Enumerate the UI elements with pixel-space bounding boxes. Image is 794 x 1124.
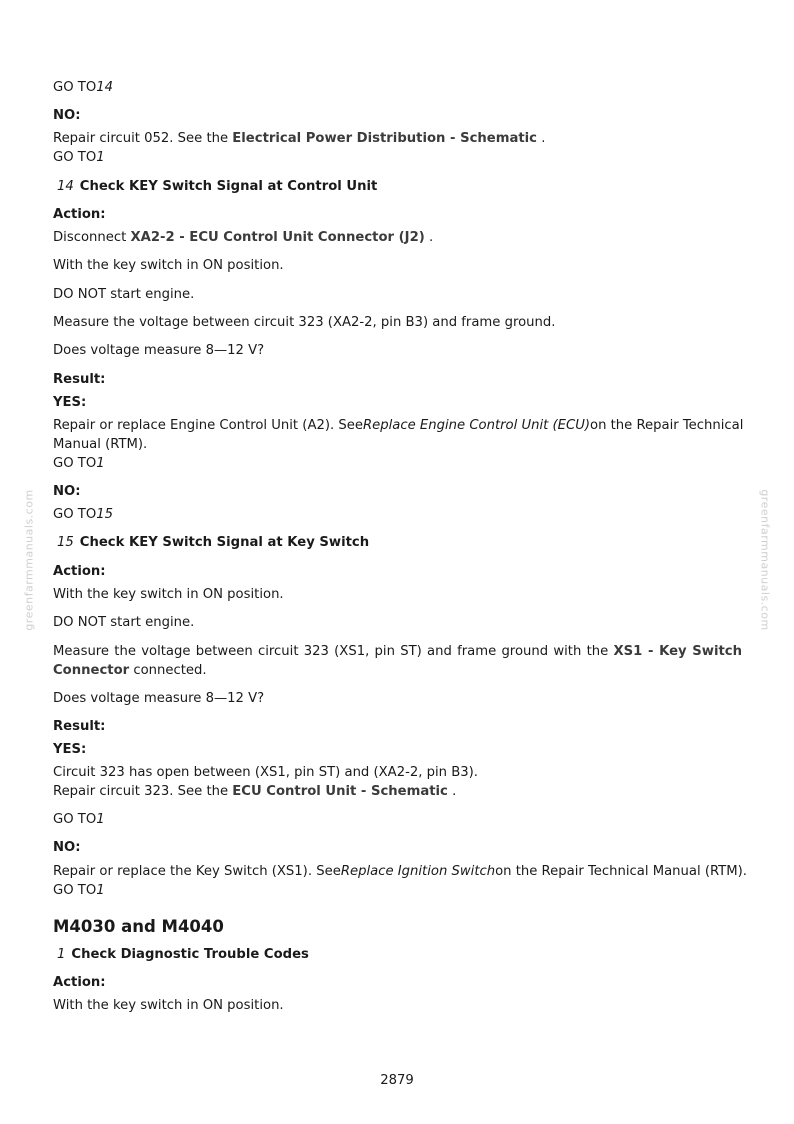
no-label: NO: xyxy=(53,484,81,499)
section-heading: M4030 and M4040 xyxy=(53,917,224,936)
repair-text-end: . xyxy=(447,784,457,799)
instruction-text: With the key switch in ON position. xyxy=(53,258,284,273)
replace-text: Repair or replace Engine Control Unit (A2). See xyxy=(53,418,363,433)
disconnect-text: Disconnect xyxy=(53,230,131,245)
replace-switch-instruction xyxy=(53,863,747,881)
action-label: Action: xyxy=(53,975,106,990)
instruction-text: Circuit 323 has open between (XS1, pin ST) and (XA2-2, pin B3). xyxy=(53,765,478,780)
no-label: NO: xyxy=(53,840,81,855)
repair-instruction xyxy=(53,783,742,801)
measure-text: Measure the voltage between circuit 323 (XS1, pin ST) and frame ground with the xyxy=(53,644,614,659)
repair-text: Repair circuit 052. See the xyxy=(53,131,233,146)
question-text: Does voltage measure 8—12 V? xyxy=(53,691,265,706)
step-number: 1 xyxy=(57,947,66,962)
key-switch-connector-link[interactable]: XS1 - Key Switch xyxy=(613,644,742,659)
instruction-text: DO NOT start engine. xyxy=(53,615,195,630)
instruction-text: With the key switch in ON position. xyxy=(53,998,284,1013)
goto-text: GO TO xyxy=(53,812,97,827)
step-title: Check Diagnostic Trouble Codes xyxy=(71,947,309,962)
goto-line xyxy=(53,882,742,900)
question-text: Does voltage measure 8—12 V? xyxy=(53,343,265,358)
result-label: Result: xyxy=(53,372,106,387)
goto-line xyxy=(53,811,742,829)
rtm-procedure-link[interactable]: Replace Ignition Switch xyxy=(340,864,496,879)
step-heading-1 xyxy=(53,946,742,964)
measure-instruction-cont xyxy=(53,662,742,680)
page-number: 2879 xyxy=(380,1073,414,1088)
no-label: NO: xyxy=(53,108,81,123)
replace-text: Repair or replace the Key Switch (XS1). See xyxy=(53,864,341,879)
measure-instruction xyxy=(53,643,742,661)
measure-text-end: connected. xyxy=(129,663,207,678)
watermark-left: greenfarmmanuals.com xyxy=(22,489,36,631)
goto-text: GO TO xyxy=(53,456,97,471)
repair-text: Repair circuit 323. See the xyxy=(53,784,233,799)
schematic-link[interactable]: Electrical Power Distribution - Schematic xyxy=(232,131,538,146)
disconnect-instruction xyxy=(53,229,742,247)
goto-step-link[interactable]: 15 xyxy=(96,507,114,522)
step-heading-15 xyxy=(53,534,742,552)
replace-text-end: on the Repair Technical Manual (RTM). xyxy=(495,864,747,879)
instruction-text: Measure the voltage between circuit 323 (XA2-2, pin B3) and frame ground. xyxy=(53,315,556,330)
goto-line xyxy=(53,506,742,524)
goto-step-link[interactable]: 1 xyxy=(96,150,105,165)
schematic-link[interactable]: ECU Control Unit - Schematic xyxy=(232,784,448,799)
instruction-text: DO NOT start engine. xyxy=(53,287,195,302)
action-label: Action: xyxy=(53,207,106,222)
goto-text: GO TO xyxy=(53,507,97,522)
goto-line xyxy=(53,79,742,97)
goto-text: GO TO xyxy=(53,883,97,898)
repair-text-end: . xyxy=(537,131,546,146)
action-label: Action: xyxy=(53,564,106,579)
step-heading-14 xyxy=(53,178,742,196)
step-title: Check KEY Switch Signal at Key Switch xyxy=(79,535,370,550)
goto-step-link[interactable]: 1 xyxy=(96,456,105,471)
goto-text: GO TO xyxy=(53,150,97,165)
watermark-right: greenfarmmanuals.com xyxy=(758,489,772,631)
repair-instruction xyxy=(53,130,742,148)
result-label: Result: xyxy=(53,719,106,734)
yes-label: YES: xyxy=(53,742,87,757)
goto-step-link[interactable]: 1 xyxy=(96,883,105,898)
goto-step-link[interactable]: 14 xyxy=(96,80,114,95)
yes-label: YES: xyxy=(53,395,87,410)
step-title: Check KEY Switch Signal at Control Unit xyxy=(79,179,378,194)
instruction-text: Manual (RTM). xyxy=(53,437,148,452)
key-switch-connector-link[interactable]: Connector xyxy=(53,663,130,678)
replace-ecu-instruction xyxy=(53,417,742,435)
step-number: 14 xyxy=(57,179,74,194)
goto-step-link[interactable]: 1 xyxy=(96,812,105,827)
connector-link[interactable]: XA2-2 - ECU Control Unit Connector (J2) xyxy=(130,230,425,245)
goto-text: GO TO xyxy=(53,80,97,95)
goto-line xyxy=(53,455,742,473)
instruction-text: With the key switch in ON position. xyxy=(53,587,284,602)
rtm-procedure-link[interactable]: Replace Engine Control Unit (ECU) xyxy=(362,418,590,433)
step-number: 15 xyxy=(57,535,74,550)
goto-line xyxy=(53,149,742,167)
replace-text-end: on the Repair Technical xyxy=(590,418,744,433)
disconnect-text-end: . xyxy=(424,230,434,245)
